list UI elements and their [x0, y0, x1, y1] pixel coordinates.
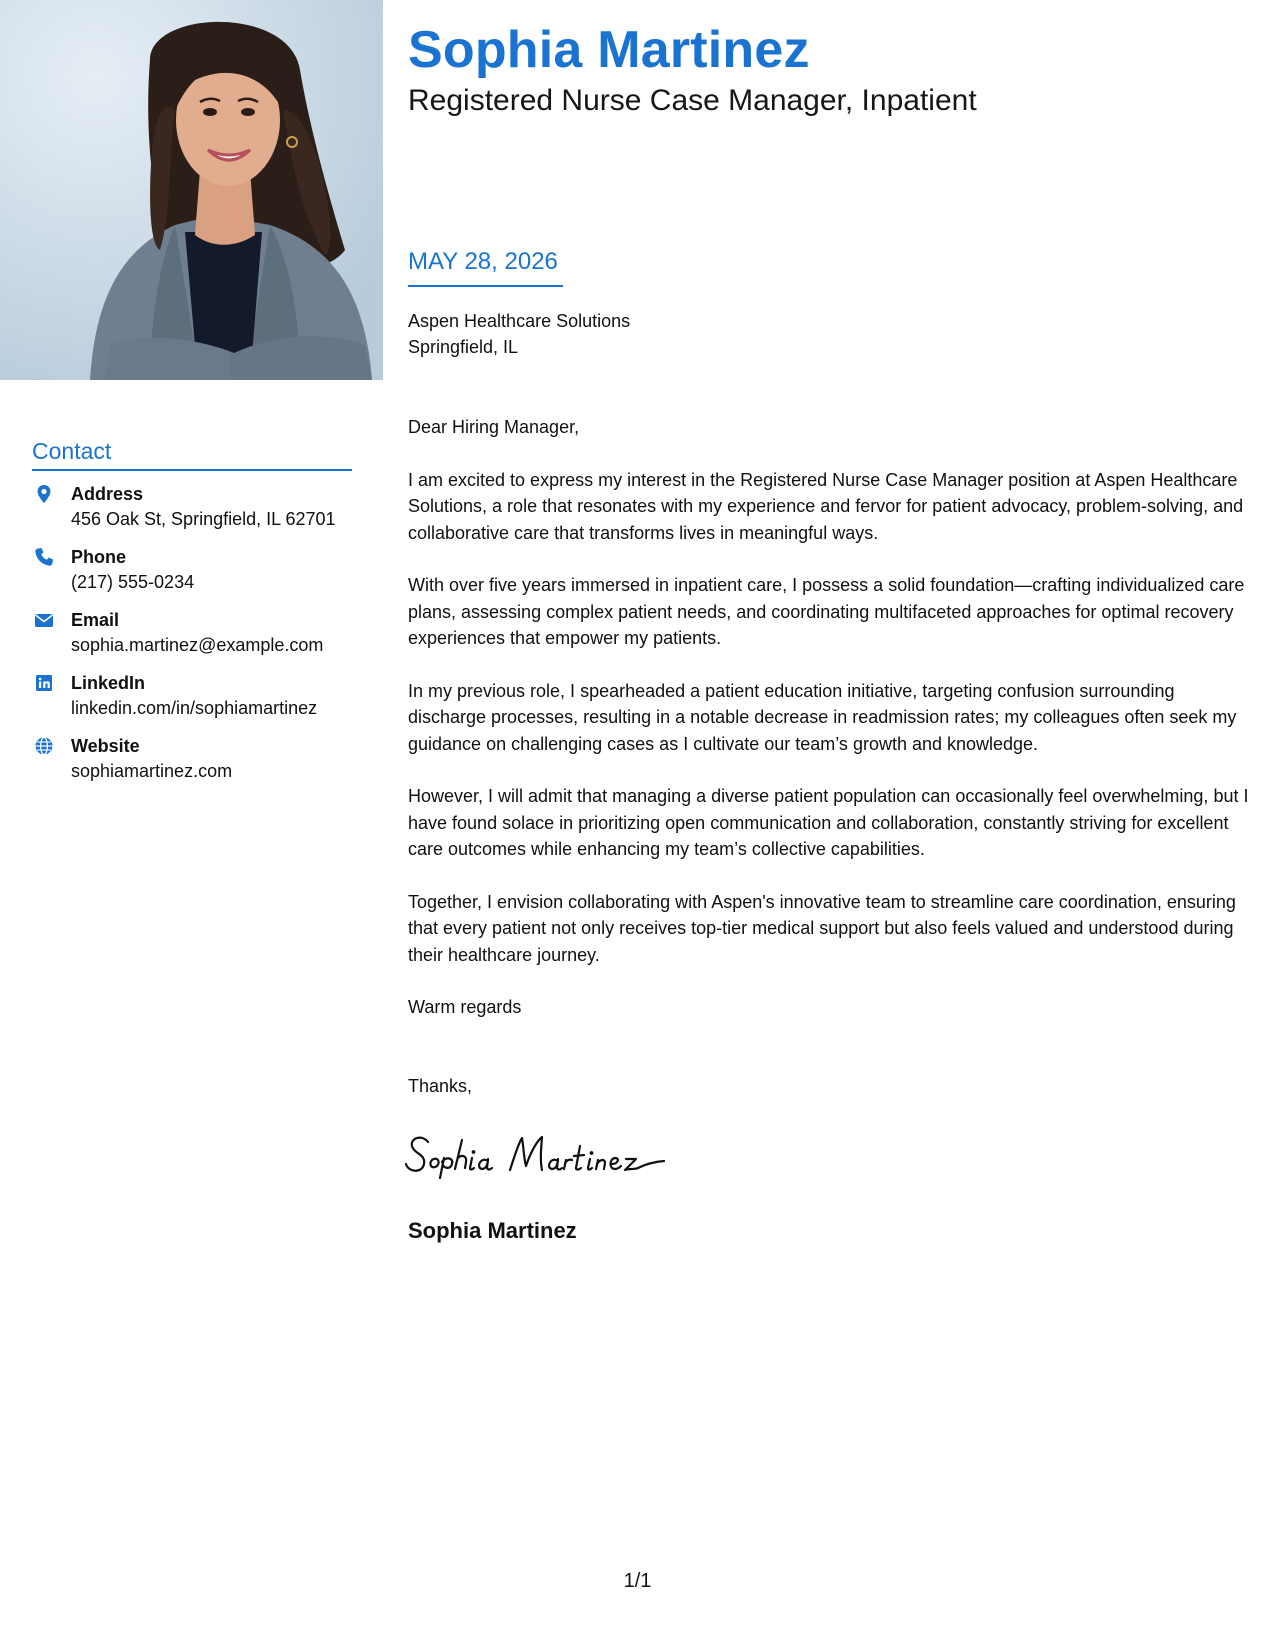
date-underline [408, 285, 563, 287]
job-title: Registered Nurse Case Manager, Inpatient [408, 84, 977, 117]
letter-paragraph: Together, I envision collaborating with Aspen's innovative team to streamline care coordination, ensuring that every patient not only receives top-tier medical support but also feels valued and understood during their healthcare journey. [408, 891, 1236, 965]
letter-paragraph: With over five years immersed in inpatient care, I possess a solid foundation—crafting individualized care plans, assessing complex patient needs, and coordinating multifaceted approaches for optimal recovery experiences that empower my patients. [408, 575, 1245, 648]
profile-photo [0, 0, 383, 380]
letter-greeting: Dear Hiring Manager, [408, 417, 580, 437]
letter-body [408, 414, 1253, 1047]
letter-paragraph: I am excited to express my interest in the Registered Nurse Case Manager position at Aspen Healthcare Solutions, a role that resonates with my experience and fervor for patient advocacy, problem-solving, and collaborative care that transforms lives in meaningful ways. [408, 469, 1244, 543]
globe-icon [34, 736, 54, 756]
applicant-name: Sophia Martinez [408, 21, 810, 79]
page-indicator: 1/1 [623, 1570, 652, 1592]
contact-label: Website [71, 736, 140, 756]
recipient-block [408, 308, 630, 360]
envelope-icon [34, 610, 54, 630]
handwritten-signature [404, 1128, 674, 1180]
phone-icon [34, 547, 54, 567]
recipient-company: Aspen Healthcare Solutions [408, 311, 631, 331]
letter-closing: Warm regards [408, 997, 522, 1017]
contact-value: sophiamartinez.com [71, 761, 233, 781]
contact-website [32, 734, 372, 797]
contact-linkedin [32, 671, 372, 734]
contact-value: 456 Oak St, Springfield, IL 62701 [71, 509, 336, 529]
contact-divider [32, 469, 352, 471]
contact-value: sophia.martinez@example.com [71, 635, 324, 655]
contact-label: Email [71, 610, 120, 630]
thanks-line: Thanks, [408, 1076, 473, 1096]
signed-name: Sophia Martinez [408, 1218, 577, 1243]
linkedin-icon [34, 673, 54, 693]
contact-label: Address [71, 484, 144, 504]
letter-paragraph: However, I will admit that managing a diverse patient population can occasionally feel overwhelming, but I have found solace in prioritizing open communication and collaboration, constantly striving for excellent care outcomes while enhancing my team’s collective capabilities. [408, 786, 1249, 859]
contact-value: linkedin.com/in/sophiamartinez [71, 698, 318, 718]
contact-label: Phone [71, 547, 127, 567]
contact-email [32, 608, 372, 671]
contact-address [32, 482, 372, 545]
recipient-location: Springfield, IL [408, 337, 519, 357]
contact-heading: Contact [32, 438, 112, 464]
contact-phone [32, 545, 372, 608]
letter-date: MAY 28, 2026 [408, 248, 558, 275]
contact-label: LinkedIn [71, 673, 146, 693]
contact-value: (217) 555-0234 [71, 572, 195, 592]
contact-list [32, 482, 372, 797]
location-pin-icon [34, 484, 54, 504]
letter-paragraph: In my previous role, I spearheaded a patient education initiative, targeting confusion surrounding discharge processes, resulting in a notable decrease in readmission rates; my colleagues often seek my guidance on challenging cases as I cultivate our team’s growth and knowledge. [408, 680, 1237, 754]
